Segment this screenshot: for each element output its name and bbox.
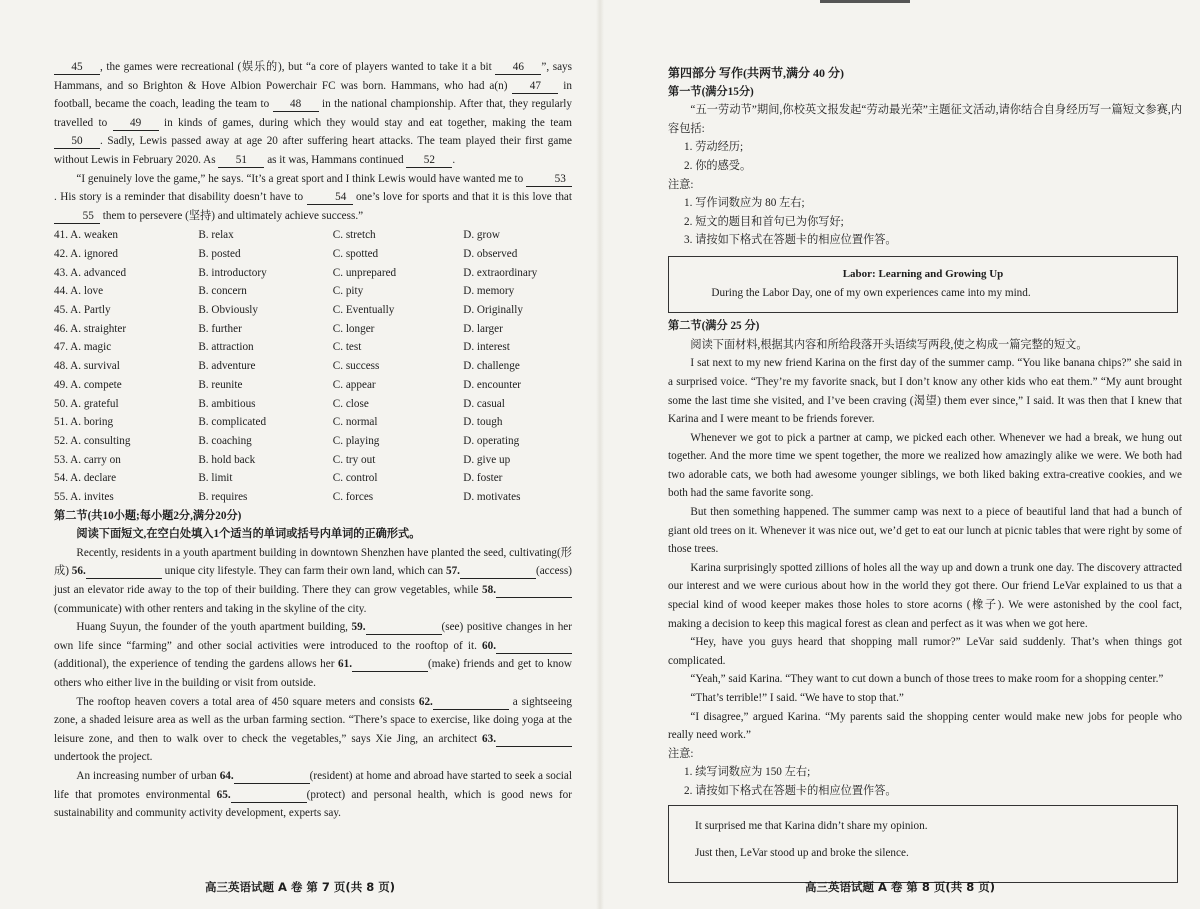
- option-b: B. reunite: [198, 378, 243, 391]
- option-b: B. complicated: [198, 416, 267, 429]
- blank-number: 58.: [482, 584, 496, 597]
- cloze-options: [54, 226, 572, 506]
- option-a: 53. A. carry on: [54, 453, 121, 466]
- text-run: (additional), the experience of tending the gardens allows her: [54, 658, 339, 671]
- story-paragraph: “Yeah,” said Karina. “They want to cut down a bunch of those trees to make room for a shopping center.”: [690, 673, 1164, 686]
- cloze-blank: 51: [218, 153, 264, 168]
- option-b: B. Obviously: [198, 304, 259, 317]
- blank-number: 60.: [482, 639, 496, 652]
- option-b: B. introductory: [198, 266, 267, 279]
- story-paragraph: I sat next to my new friend Karina on the first day of the summer camp. “You like banana chips?” she said in a surprised voice. “They’re my favorite snack, but I don’t know any other kids who eat them.” “My aunt brought some the last time she visited, and I’ve been craving (渴望) them ever since,” I said. It was then that I knew that Karina and I were meant to be friends forever.: [668, 357, 1182, 426]
- option-c: C. unprepared: [332, 266, 397, 279]
- story-paragraph: But then something happened. The summer camp was next to a piece of beautiful land that had a bunch of giant old trees on it. Whenever it was nice out, we’d get to eat our lunch at picnic tables that were right by some of those trees.: [668, 506, 1182, 556]
- option-c: C. appear: [332, 378, 376, 391]
- blank-number: 57.: [445, 565, 460, 578]
- option-row: [54, 301, 572, 320]
- option-c: C. forces: [332, 490, 374, 503]
- blank-number: 63.: [482, 732, 496, 745]
- text-run: Recently, residents in a youth apartment building in downtown Shenzhen have planted the seed, cultivating(形成): [54, 546, 572, 578]
- option-a: 42. A. ignored: [54, 248, 119, 261]
- option-row: [54, 413, 572, 432]
- note1-list: [668, 194, 1182, 250]
- passage-paragraph: [54, 693, 572, 767]
- option-b: B. requires: [198, 490, 248, 503]
- option-d: D. tough: [463, 416, 503, 429]
- story-paragraph: “Hey, have you guys heard that shopping mall rumor?” LeVar said suddenly. That’s when things got complicated.: [668, 636, 1182, 667]
- text-run: (communicate) with other renters and taking in the skyline of the city.: [54, 602, 367, 615]
- cloze-blank: 49: [113, 116, 159, 131]
- sec1-item: 1. 劳动经历;: [684, 141, 744, 154]
- option-d: D. larger: [463, 322, 503, 335]
- option-a: 43. A. advanced: [54, 266, 127, 279]
- cloze-blank: 50: [54, 134, 100, 149]
- option-row: [54, 226, 572, 245]
- sec1-text: “五一劳动节”期间,你校英文报发起“劳动最光荣”主题征文活动,请你结合自身经历写一篇短文参赛,内容包括:: [668, 104, 1182, 135]
- blank-number: 62.: [418, 695, 433, 708]
- box2-line: Just then, LeVar stood up and broke the silence.: [695, 847, 909, 860]
- option-d: D. interest: [463, 341, 510, 354]
- text-run: . His story is a reminder that disability doesn’t have to: [54, 191, 307, 204]
- text-run: ”, says Hammans, and so Brighton & Hove Albion Powerchair FC was born. Hammans, who had a(n): [54, 61, 572, 92]
- option-c: C. stretch: [332, 229, 376, 242]
- text-run: The rooftop heaven covers a total area of 450 square meters and consists: [76, 695, 419, 708]
- option-a: 46. A. straighter: [54, 322, 127, 335]
- passage-paragraph: [54, 767, 572, 823]
- story-paragraph: “I disagree,” argued Karina. “My parents said the shopping center would make new jobs for people who really need work.”: [668, 710, 1182, 742]
- cloze-blank: 54: [307, 190, 353, 205]
- text-run: in the national championship. After that, they regularly travelled to: [54, 98, 573, 129]
- blank-number: 65.: [216, 788, 231, 801]
- text-run: one’s love for sports and that it is this love that: [352, 191, 572, 204]
- cloze-blank: 55: [54, 209, 100, 224]
- cloze-paragraph-1: [54, 58, 572, 170]
- option-b: B. coaching: [198, 434, 252, 447]
- option-d: D. foster: [463, 472, 503, 485]
- passage-paragraph: [54, 618, 572, 692]
- cloze-paragraph-2: [54, 170, 572, 226]
- writing-box-2: [668, 805, 1178, 883]
- section2-instruction: 阅读下面短文,在空白处填入1个适当的单词或括号内单词的正确形式。: [76, 528, 421, 541]
- text-run: (see) positive changes in her own life since “farming” and other social activities were introduced to the rooftop of it.: [54, 621, 572, 652]
- grammar-passage: [54, 544, 572, 823]
- option-a: 44. A. love: [54, 285, 104, 298]
- option-c: C. close: [332, 397, 369, 410]
- page-7-footer: 高三英语试题 A 卷 第 7 页(共 8 页): [205, 880, 395, 895]
- note1-item: 3. 请按如下格式在答题卡的相应位置作答。: [684, 234, 897, 247]
- option-c: C. test: [332, 341, 362, 354]
- text-run: An increasing number of urban: [76, 769, 220, 782]
- note1-item: 1. 写作词数应为 80 左右;: [684, 197, 805, 210]
- option-c: C. playing: [332, 434, 380, 447]
- option-c: C. pity: [332, 285, 364, 298]
- part4-title: 第四部分 写作(共两节,满分 40 分): [668, 66, 844, 80]
- blank-number: 56.: [71, 565, 86, 578]
- cloze-blank: 53: [526, 172, 572, 187]
- box1-title: Labor: Learning and Growing Up: [842, 267, 1004, 280]
- text-run: (access) just an elevator ride away to the top of their building. There they can grow vegetables, while: [54, 565, 572, 597]
- option-d: D. encounter: [463, 378, 522, 391]
- option-b: B. limit: [198, 472, 233, 485]
- story: [668, 354, 1182, 744]
- option-d: D. memory: [463, 285, 515, 298]
- text-run: (resident) at home and abroad have started to seek a social life that promotes environmental: [54, 769, 572, 801]
- option-d: D. casual: [463, 397, 505, 410]
- text-run: in football, became the coach, leading the team to: [54, 79, 572, 111]
- text-run: unique city lifestyle. They can farm their own land, which can: [161, 565, 446, 578]
- option-d: D. grow: [463, 229, 500, 242]
- option-b: B. ambitious: [198, 397, 256, 410]
- option-b: B. concern: [198, 285, 247, 298]
- option-a: 55. A. invites: [54, 490, 114, 503]
- text-run: in kinds of games, during which they would stay and eat together, making the team: [158, 116, 572, 129]
- text-run: a sightseeing zone, a shaded leisure area as well as the urban farming section. “There’s space to exercise, like doing yoga at the leisure zone, and then to walk over to check the vegetables,” says Xie Jing, an architect: [54, 695, 572, 745]
- sec2-title: 第二节(满分 25 分): [668, 320, 760, 333]
- answer-blank: [433, 695, 509, 710]
- option-a: 52. A. consulting: [54, 434, 131, 447]
- page-8-footer: 高三英语试题 A 卷 第 8 页(共 8 页): [805, 880, 995, 895]
- option-b: B. further: [198, 322, 242, 335]
- section2-title: 第二节(共10小题;每小题2分,满分20分): [54, 509, 242, 522]
- option-c: C. success: [332, 360, 380, 373]
- option-a: 47. A. magic: [54, 341, 112, 354]
- option-b: B. posted: [198, 248, 241, 261]
- writing-box-1: [668, 256, 1178, 313]
- text-run: them to persevere (坚持) and ultimately achieve success.”: [100, 209, 364, 222]
- story-paragraph: Whenever we got to pick a partner at camp, we picked each other. Whenever we had a break, we hung out together. And the more time we spent together, the more we realized how amazingly alike we were. We both had two adorable cats, we both had awesome younger siblings, we both liked baking extra-creative cookies, and we both had the same favorite song.: [668, 431, 1182, 500]
- option-a: 54. A. declare: [54, 472, 117, 485]
- answer-blank: [496, 732, 572, 747]
- option-row: [54, 357, 572, 376]
- option-d: D. give up: [463, 453, 511, 466]
- text-run: “I genuinely love the game,” he says. “It’s a great sport and I think Lewis would have wanted me to: [76, 172, 526, 185]
- option-d: D. Originally: [463, 304, 523, 317]
- answer-blank: [352, 657, 428, 672]
- option-a: 45. A. Partly: [54, 304, 111, 317]
- sec1-list: [668, 138, 1182, 175]
- option-c: C. normal: [332, 416, 378, 429]
- note1-title: 注意:: [668, 178, 694, 191]
- option-row: [54, 245, 572, 264]
- answer-blank: [366, 620, 442, 635]
- passage-paragraph: [54, 544, 572, 618]
- sec1-title: 第一节(满分15分): [668, 85, 754, 98]
- option-c: C. control: [332, 472, 378, 485]
- text-run: (protect) and personal health, which is good news for sustainability and community activity development, experts say.: [54, 788, 572, 820]
- answer-blank: [460, 564, 536, 579]
- story-paragraph: “That’s terrible!” I said. “We have to stop that.”: [690, 692, 904, 704]
- option-d: D. extraordinary: [463, 266, 538, 279]
- box1-text: During the Labor Day, one of my own experiences came into my mind.: [711, 286, 1031, 299]
- blank-number: 61.: [338, 658, 353, 671]
- cloze-blank: 46: [495, 60, 541, 75]
- text-run: as it was, Hammans continued: [264, 153, 407, 166]
- option-a: 50. A. grateful: [54, 397, 119, 410]
- note2-title: 注意:: [668, 747, 694, 760]
- option-row: [54, 376, 572, 395]
- option-d: D. operating: [463, 434, 520, 447]
- blank-number: 59.: [351, 621, 366, 634]
- text-run: , the games were recreational (娱乐的), but “a core of players wanted to take it a bit: [100, 61, 496, 73]
- option-c: C. longer: [332, 322, 375, 335]
- story-paragraph: Karina surprisingly spotted zillions of holes all the way up and down a trunk one day. The discovery attracted our interest and we were curious about how in the world they got there. Our friend LeVar explained to us that a special kind of wood keeper makes those holes to store acorns (橡子). We were astonished by the cool fact, making a decision to keep this magical forest as clean and perfect as it was when we got here.: [668, 561, 1182, 630]
- option-row: [54, 451, 572, 470]
- option-row: [54, 320, 572, 339]
- sec1-item: 2. 你的感受。: [684, 159, 752, 172]
- option-d: D. motivates: [463, 490, 521, 503]
- text-run: . Sadly, Lewis passed away at age 20 after suffering heart attacks. The team played their first game without Lewis in February 2020. As: [54, 135, 572, 166]
- note2-item: 1. 续写词数应为 150 左右;: [684, 766, 811, 779]
- option-a: 51. A. boring: [54, 416, 114, 429]
- text-run: (make) friends and get to know others who either live in the building or visit from outside.: [54, 658, 572, 689]
- option-row: [54, 282, 572, 301]
- text-run: Huang Suyun, the founder of the youth apartment building,: [76, 621, 352, 634]
- answer-blank: [231, 788, 307, 803]
- option-a: 41. A. weaken: [54, 229, 118, 242]
- option-d: D. observed: [463, 248, 518, 261]
- text-run: undertook the project.: [54, 751, 153, 764]
- option-row: [54, 338, 572, 357]
- note1-item: 2. 短文的题目和首句已为你写好;: [684, 215, 844, 228]
- note2-item: 2. 请按如下格式在答题卡的相应位置作答。: [684, 784, 897, 797]
- option-d: D. challenge: [463, 360, 520, 373]
- sec2-instruction: 阅读下面材料,根据其内容和所给段落开头语续写两段,使之构成一篇完整的短文。: [690, 338, 1088, 351]
- option-c: C. try out: [332, 453, 376, 466]
- option-row: [54, 469, 572, 488]
- option-c: C. spotted: [332, 248, 379, 261]
- option-b: B. attraction: [198, 341, 254, 354]
- page-8: [600, 0, 1200, 909]
- cloze-blank: 45: [54, 60, 100, 75]
- option-b: B. relax: [198, 229, 234, 242]
- cloze-blank: 48: [273, 97, 319, 112]
- answer-blank: [496, 639, 572, 654]
- answer-blank: [86, 564, 162, 579]
- option-row: [54, 264, 572, 283]
- option-row: [54, 395, 572, 414]
- text-run: .: [452, 153, 456, 166]
- blank-number: 64.: [219, 769, 234, 782]
- box2-line: It surprised me that Karina didn’t share my opinion.: [695, 819, 928, 832]
- cloze-blank: 47: [512, 79, 558, 94]
- cloze-blank: 52: [406, 153, 452, 168]
- option-row: [54, 488, 572, 507]
- answer-blank: [496, 583, 572, 598]
- option-b: B. hold back: [198, 453, 256, 466]
- option-b: B. adventure: [198, 360, 256, 373]
- note2-list: [668, 763, 1182, 800]
- answer-blank: [234, 769, 310, 784]
- option-a: 49. A. compete: [54, 378, 122, 391]
- option-a: 48. A. survival: [54, 360, 120, 373]
- option-c: C. Eventually: [332, 304, 395, 317]
- option-row: [54, 432, 572, 451]
